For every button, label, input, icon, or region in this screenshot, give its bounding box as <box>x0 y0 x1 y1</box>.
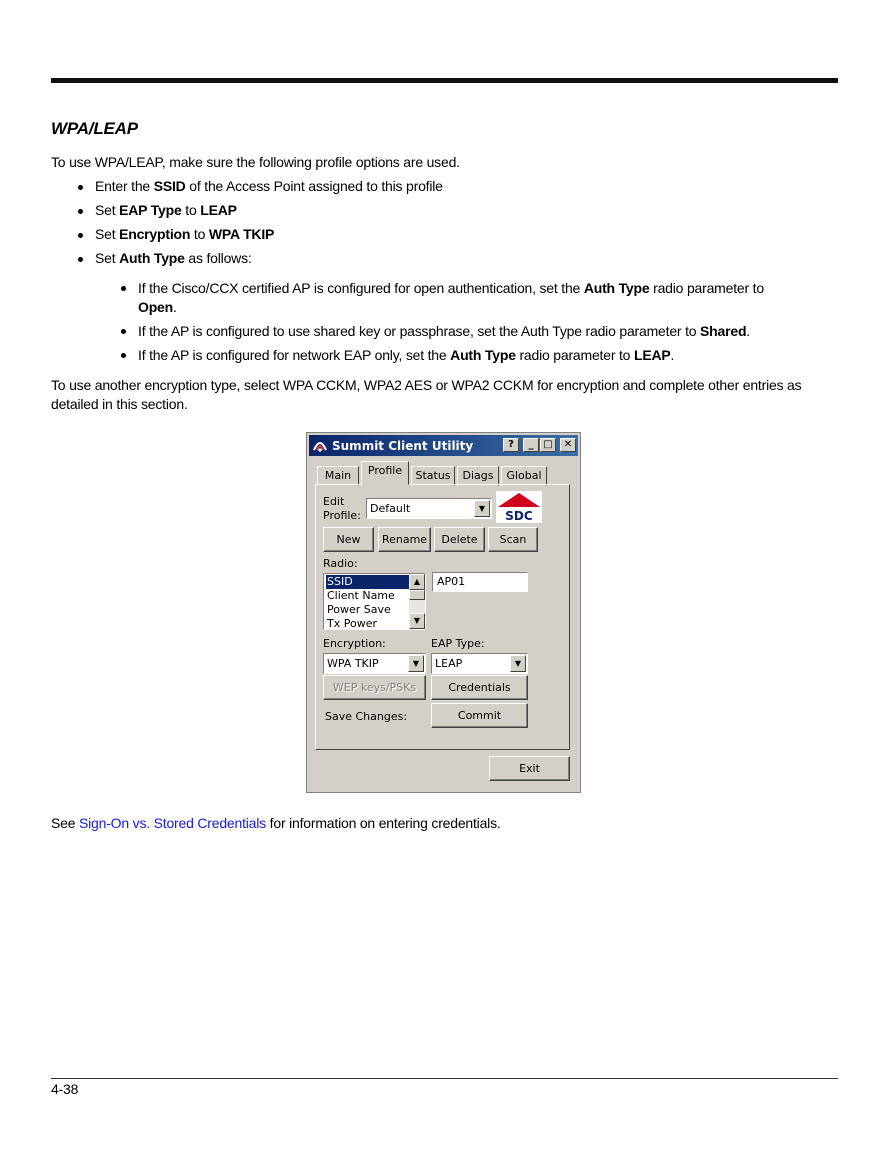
tab-profile[interactable]: Profile <box>361 461 409 485</box>
footer-rule <box>51 1078 838 1079</box>
exit-button[interactable]: Exit <box>489 756 570 781</box>
encryption-label: Encryption: <box>323 637 386 650</box>
list-item[interactable]: Client Name <box>327 589 395 602</box>
save-changes-label: Save Changes: <box>325 710 408 723</box>
delete-button[interactable]: Delete <box>434 527 485 552</box>
sub-bullet-item: If the AP is configured for network EAP only, set the Auth Type radio parameter to LEAP. <box>0 346 798 365</box>
bullet-dot <box>121 329 126 334</box>
credentials-button[interactable]: Credentials <box>431 675 528 700</box>
encryption-select-value: WPA TKIP <box>327 657 379 670</box>
eap-type-select[interactable] <box>431 653 528 674</box>
eap-type-select-value: LEAP <box>435 657 463 670</box>
tab-main[interactable]: Main <box>317 466 359 486</box>
new-button[interactable]: New <box>323 527 374 552</box>
help-button[interactable]: ? <box>503 438 519 452</box>
profile-select-value: Default <box>370 502 411 515</box>
window-title: Summit Client Utility <box>332 439 474 453</box>
bullet-item: Set Encryption to WPA TKIP <box>0 226 892 242</box>
outro-paragraph: To use another encryption type, select WPA CCKM, WPA2 AES or WPA2 CCKM for encryption and complete other entries as detailed in this section. <box>51 377 802 412</box>
radio-label: Radio: <box>323 557 358 570</box>
tab-status[interactable]: Status <box>411 466 455 486</box>
commit-button[interactable]: Commit <box>431 703 528 728</box>
page-number: 4-38 <box>51 1081 79 1097</box>
see-also-line: See Sign-On vs. Stored Credentials for information on entering credentials. <box>51 815 501 831</box>
list-item[interactable]: SSID <box>326 575 409 589</box>
edit-profile-label: Edit <box>323 495 345 508</box>
bullet-dot <box>78 233 83 238</box>
list-item[interactable]: Tx Power <box>327 617 377 630</box>
rename-button[interactable]: Rename <box>378 527 431 552</box>
bullet-item: Set Auth Type as follows: <box>0 250 892 266</box>
header-rule <box>51 78 838 83</box>
encryption-select[interactable] <box>323 653 426 674</box>
sub-bullet-item: If the AP is configured to use shared key or passphrase, set the Auth Type radio parameter to Shared. <box>0 322 798 341</box>
summit-client-utility-window <box>306 432 581 793</box>
bullet-dot <box>78 185 83 190</box>
tab-global[interactable]: Global <box>501 466 547 486</box>
scroll-down-icon[interactable]: ▼ <box>409 613 425 629</box>
sub-bullet-item: If the Cisco/CCX certified AP is configured for open authentication, set the Auth Type radio parameter to Open. <box>0 279 798 317</box>
close-button[interactable]: ✕ <box>560 438 576 452</box>
bullet-dot <box>121 353 126 358</box>
chevron-down-icon[interactable]: ▼ <box>474 500 490 517</box>
tab-diags[interactable]: Diags <box>457 466 499 486</box>
edit-profile-label: Profile: <box>323 509 361 522</box>
chevron-down-icon[interactable]: ▼ <box>408 655 424 672</box>
radio-list-scrollbar[interactable] <box>409 574 425 629</box>
eap-type-label: EAP Type: <box>431 637 485 650</box>
sdc-logo <box>496 491 542 523</box>
bullet-dot <box>78 257 83 262</box>
wep-keys-button[interactable]: WEP keys/PSKs <box>323 675 426 700</box>
radio-list[interactable] <box>323 573 426 630</box>
list-item[interactable]: Power Save <box>327 603 391 616</box>
scan-button[interactable]: Scan <box>488 527 538 552</box>
bullet-dot <box>78 209 83 214</box>
ssid-input[interactable]: AP01 <box>432 572 528 592</box>
chevron-down-icon[interactable]: ▼ <box>510 655 526 672</box>
svg-text:SDC: SDC <box>505 509 533 523</box>
bullet-item: Set EAP Type to LEAP <box>0 202 892 218</box>
intro-paragraph: To use WPA/LEAP, make sure the following profile options are used. <box>51 154 460 170</box>
maximize-button[interactable]: □ <box>540 438 556 452</box>
scroll-up-icon[interactable]: ▲ <box>409 574 425 590</box>
scrollbar-thumb[interactable] <box>409 590 425 600</box>
minimize-button[interactable]: _ <box>523 438 539 452</box>
bullet-dot <box>121 286 126 291</box>
profile-select[interactable] <box>366 498 492 519</box>
bullet-item: Enter the SSID of the Access Point assigned to this profile <box>0 178 892 194</box>
credentials-link[interactable]: Sign-On vs. Stored Credentials <box>79 815 266 831</box>
title-bar <box>309 435 578 456</box>
wifi-app-icon <box>312 438 328 453</box>
section-heading: WPA/LEAP <box>51 119 138 138</box>
